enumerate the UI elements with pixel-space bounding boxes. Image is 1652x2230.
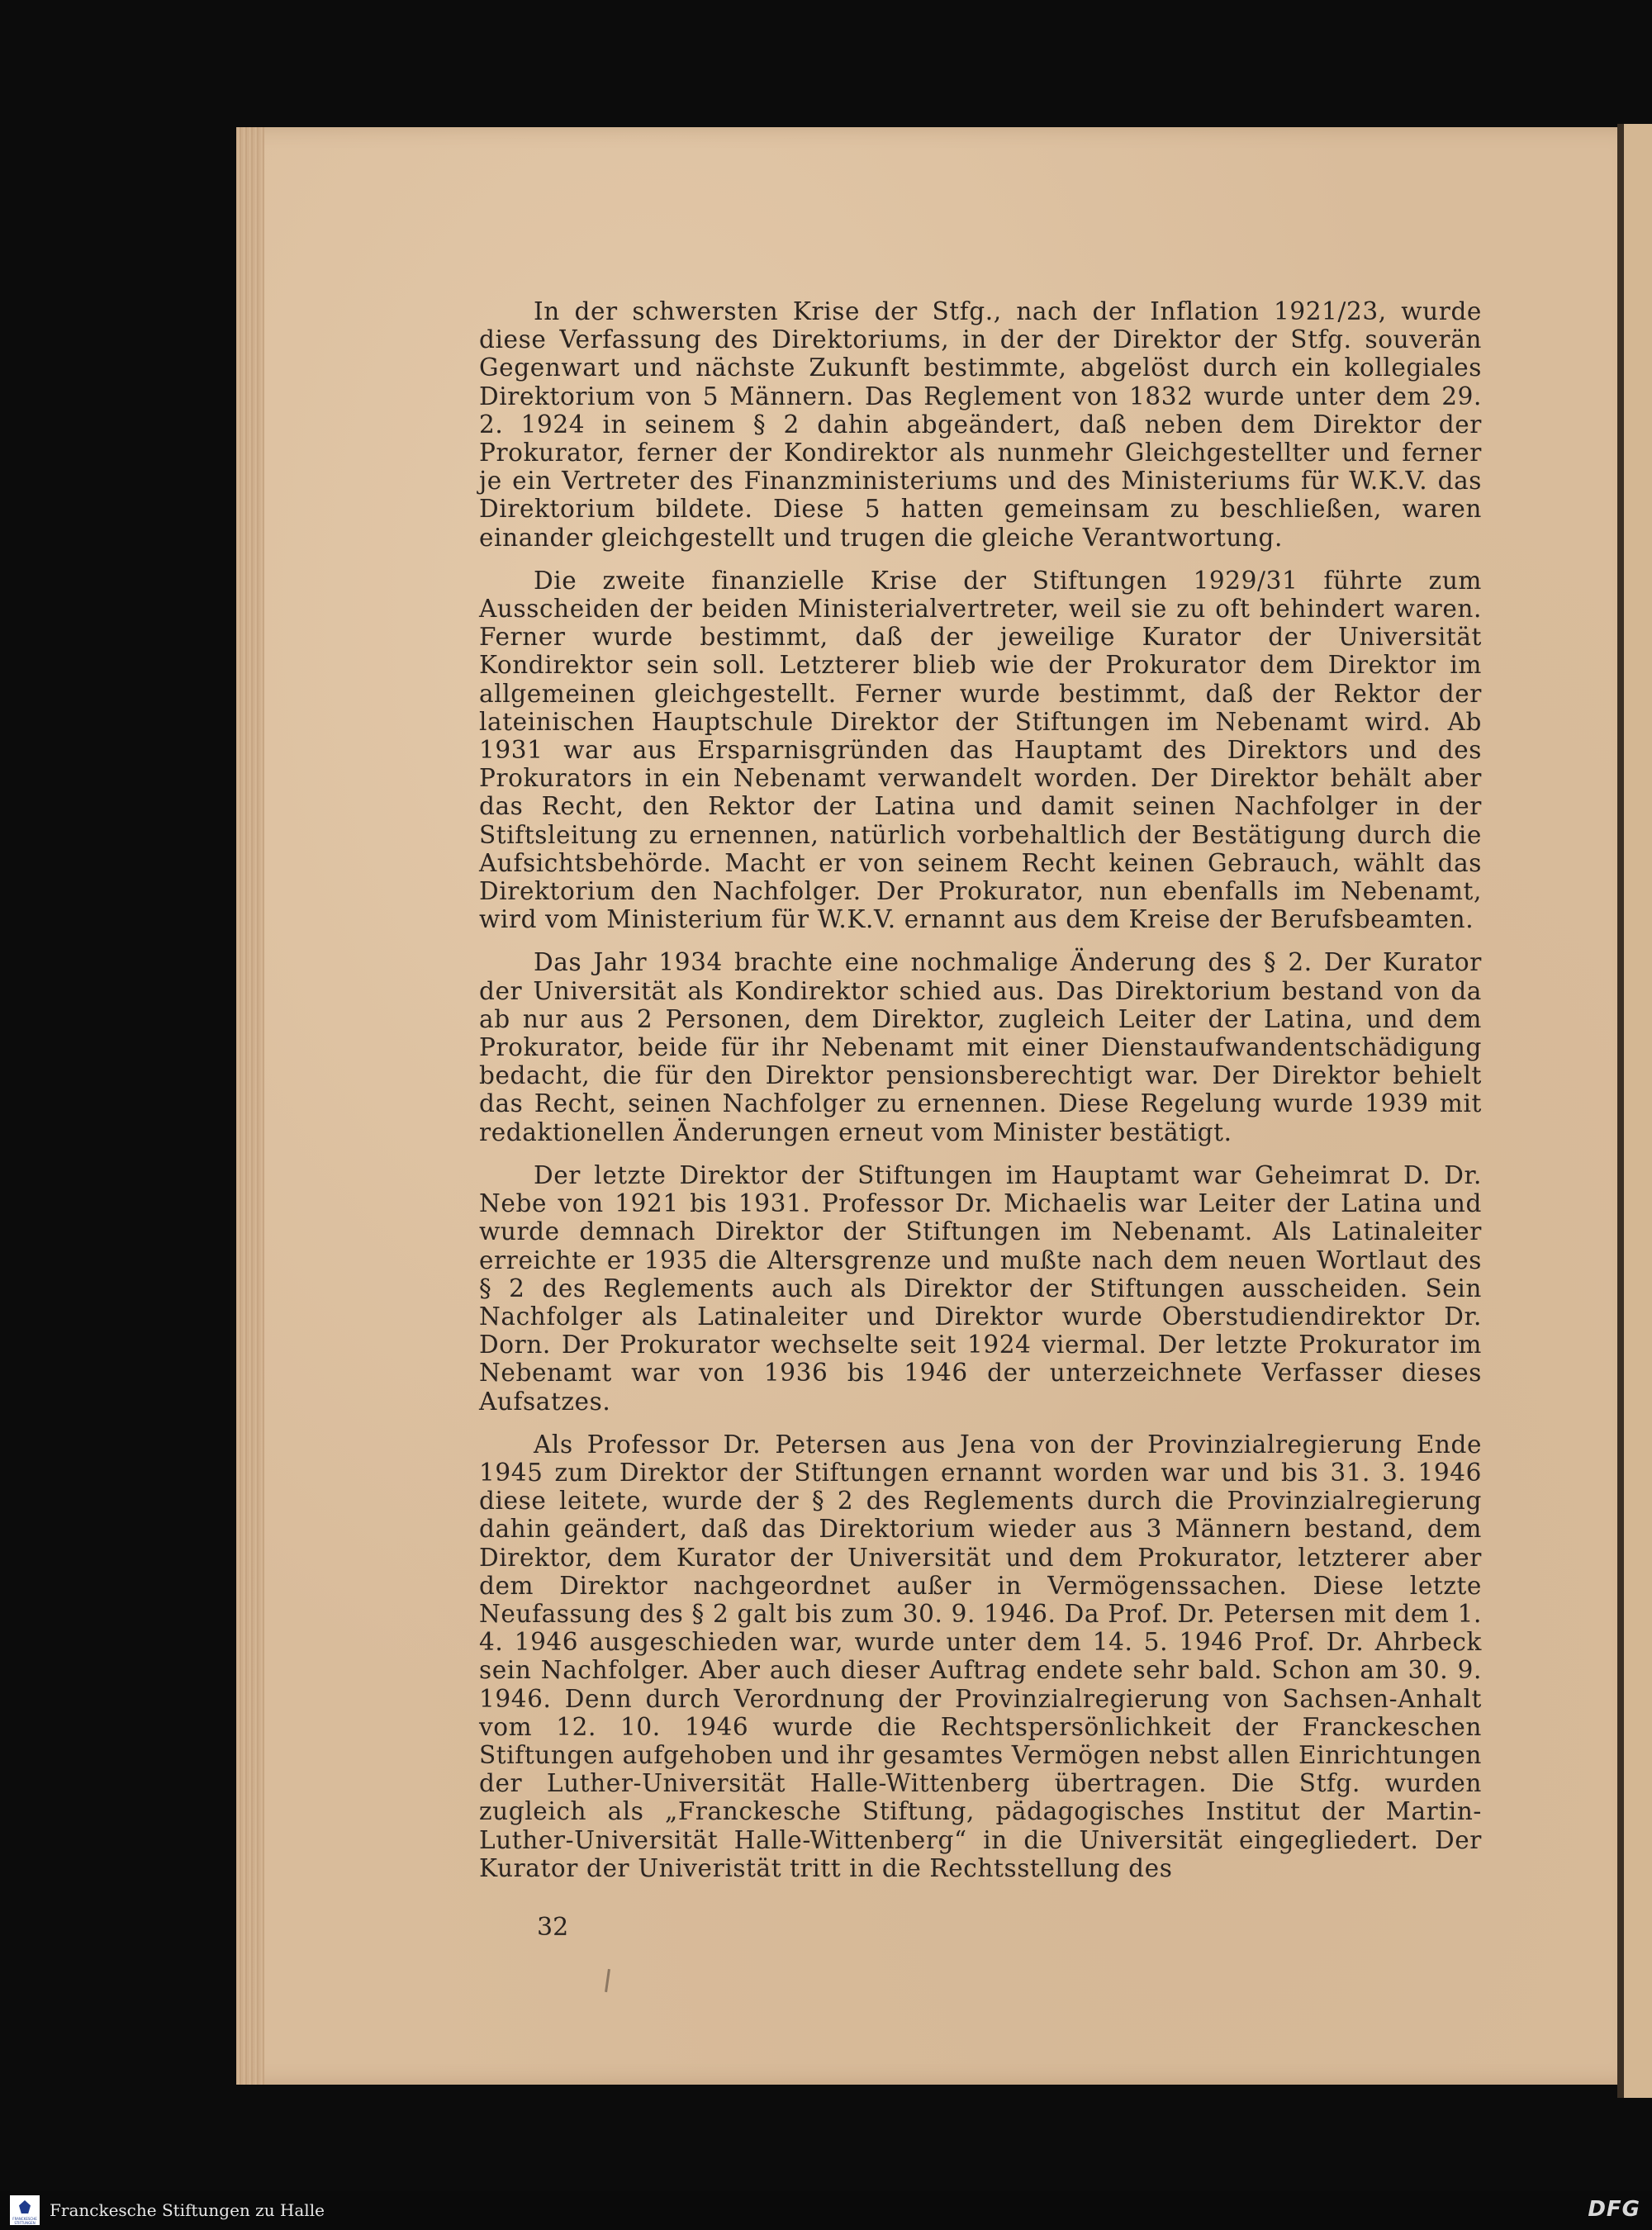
- page-number: 32: [537, 1913, 569, 1942]
- logo-emblem-icon: [19, 2200, 31, 2213]
- footer-bar: [0, 2190, 1652, 2230]
- paragraph: In der schwersten Krise der Stfg., nach der Inflation 1921/23, wurde diese Verfassung des Direktoriums, in der der Direktor der Stfg. souverän Gegenwart und nächste Zukunft bestimmte, abgelöst durch ein kollegiales Direktorium von 5 Männern. Das Reglement von 1832 wurde unter dem 29. 2. 1924 in seinem § 2 dahin abgeändert, daß neben dem Direktor der Prokurator, ferner der Kondirektor als nunmehr Gleichgestellter und ferner je ein Vertreter des Finanzministeriums und des Ministeriums für W.K.V. das Direktorium bildete. Diese 5 hatten gemeinsam zu beschließen, waren einander gleichgestellt und trugen die gleiche Verantwortung.: [479, 297, 1482, 552]
- next-page-edge: [1624, 124, 1652, 2098]
- paragraph: Der letzte Direktor der Stiftungen im Hauptamt war Geheimrat D. Dr. Nebe von 1921 bis 1931. Professor Dr. Michaelis war Leiter der Latina und wurde demnach Direktor der Stiftungen im Nebenamt. Als Latinaleiter erreichte er 1935 die Altersgrenze und mußte nach dem neuen Wortlaut des § 2 des Reglements auch als Direktor der Stiftungen ausscheiden. Sein Nachfolger als Latinaleiter und Direktor wurde Oberstudiendirektor Dr. Dorn. Der Prokurator wechselte seit 1924 viermal. Der letzte Prokurator im Nebenamt war von 1936 bis 1946 der unterzeichnete Verfasser dieses Aufsatzes.: [479, 1160, 1482, 1416]
- body-text: [479, 297, 1482, 1897]
- paragraph: Als Professor Dr. Petersen aus Jena von der Provinzialregierung Ende 1945 zum Direktor der Stiftungen ernannt worden war und bis 31. 3. 1946 diese leitete, wurde der § 2 des Reglements durch die Provinzialregierung dahin geändert, daß das Direktorium wieder aus 3 Männern bestand, dem Direktor, dem Kurator der Universität und dem Prokurator, letzterer aber dem Direktor nachgeordnet außer in Vermögenssachen. Diese letzte Neufassung des § 2 galt bis zum 30. 9. 1946. Da Prof. Dr. Petersen mit dem 1. 4. 1946 ausgeschieden war, wurde unter dem 14. 5. 1946 Prof. Dr. Ahrbeck sein Nachfolger. Aber auch dieser Auftrag endete sehr bald. Schon am 30. 9. 1946. Denn durch Verordnung der Provinzialregierung von Sachsen-Anhalt vom 12. 10. 1946 wurde die Rechtspersönlichkeit der Franckeschen Stiftungen aufgehoben und ihr gesamtes Vermögen nebst allen Einrichtungen der Luther-Universität Halle-Wittenberg übertragen. Die Stfg. wurden zugleich als „Franckesche Stiftung, pädagogisches Institut der Martin-Luther-Universität Halle-Wittenberg“ in die Universität eingegliedert. Der Kurator der Univeristät tritt in die Rechtsstellung des: [479, 1430, 1482, 1882]
- paragraph: Die zweite finanzielle Krise der Stiftungen 1929/31 führte zum Ausscheiden der beiden Ministerialvertreter, weil sie zu oft behindert waren. Ferner wurde bestimmt, daß der jeweilige Kurator der Universität Kondirektor sein soll. Letzterer blieb wie der Prokurator dem Direktor im allgemeinen gleichgestellt. Ferner wurde bestimmt, daß der Rektor der lateinischen Hauptschule Direktor der Stiftungen im Nebenamt wird. Ab 1931 war aus Ersparnisgründen das Hauptamt des Direktors und des Prokurators in ein Nebenamt verwandelt worden. Der Direktor behält aber das Recht, den Rektor der Latina und damit seinen Nachfolger in der Stiftsleitung zu ernennen, natürlich vorbehaltlich der Bestätigung durch die Aufsichtsbehörde. Macht er von seinem Recht keinen Gebrauch, wählt das Direktorium den Nachfolger. Der Prokurator, nun ebenfalls im Nebenamt, wird vom Ministerium für W.K.V. ernannt aus dem Kreise der Berufsbeamten.: [479, 566, 1482, 934]
- institution-logo-icon[interactable]: [10, 2195, 40, 2225]
- logo-text: FRANCKESCHE STIFTUNGEN: [12, 2217, 37, 2225]
- institution-label[interactable]: Franckesche Stiftungen zu Halle: [50, 2200, 325, 2220]
- dfg-logo[interactable]: DFG: [1588, 2197, 1640, 2222]
- page-edges: [236, 127, 264, 2085]
- paragraph: Das Jahr 1934 brachte eine nochmalige Änderung des § 2. Der Kurator der Universität als Kondirektor schied aus. Das Direktorium bestand von da ab nur aus 2 Personen, dem Direktor, zugleich Leiter der Latina, und dem Prokurator, beide für ihr Nebenamt mit einer Dienstaufwandentschädigung bedacht, die für den Direktor pensionsberechtigt war. Der Direktor behielt das Recht, seinen Nachfolger zu ernennen. Diese Regelung wurde 1939 mit redaktionellen Änderungen erneut vom Minister bestätigt.: [479, 948, 1482, 1146]
